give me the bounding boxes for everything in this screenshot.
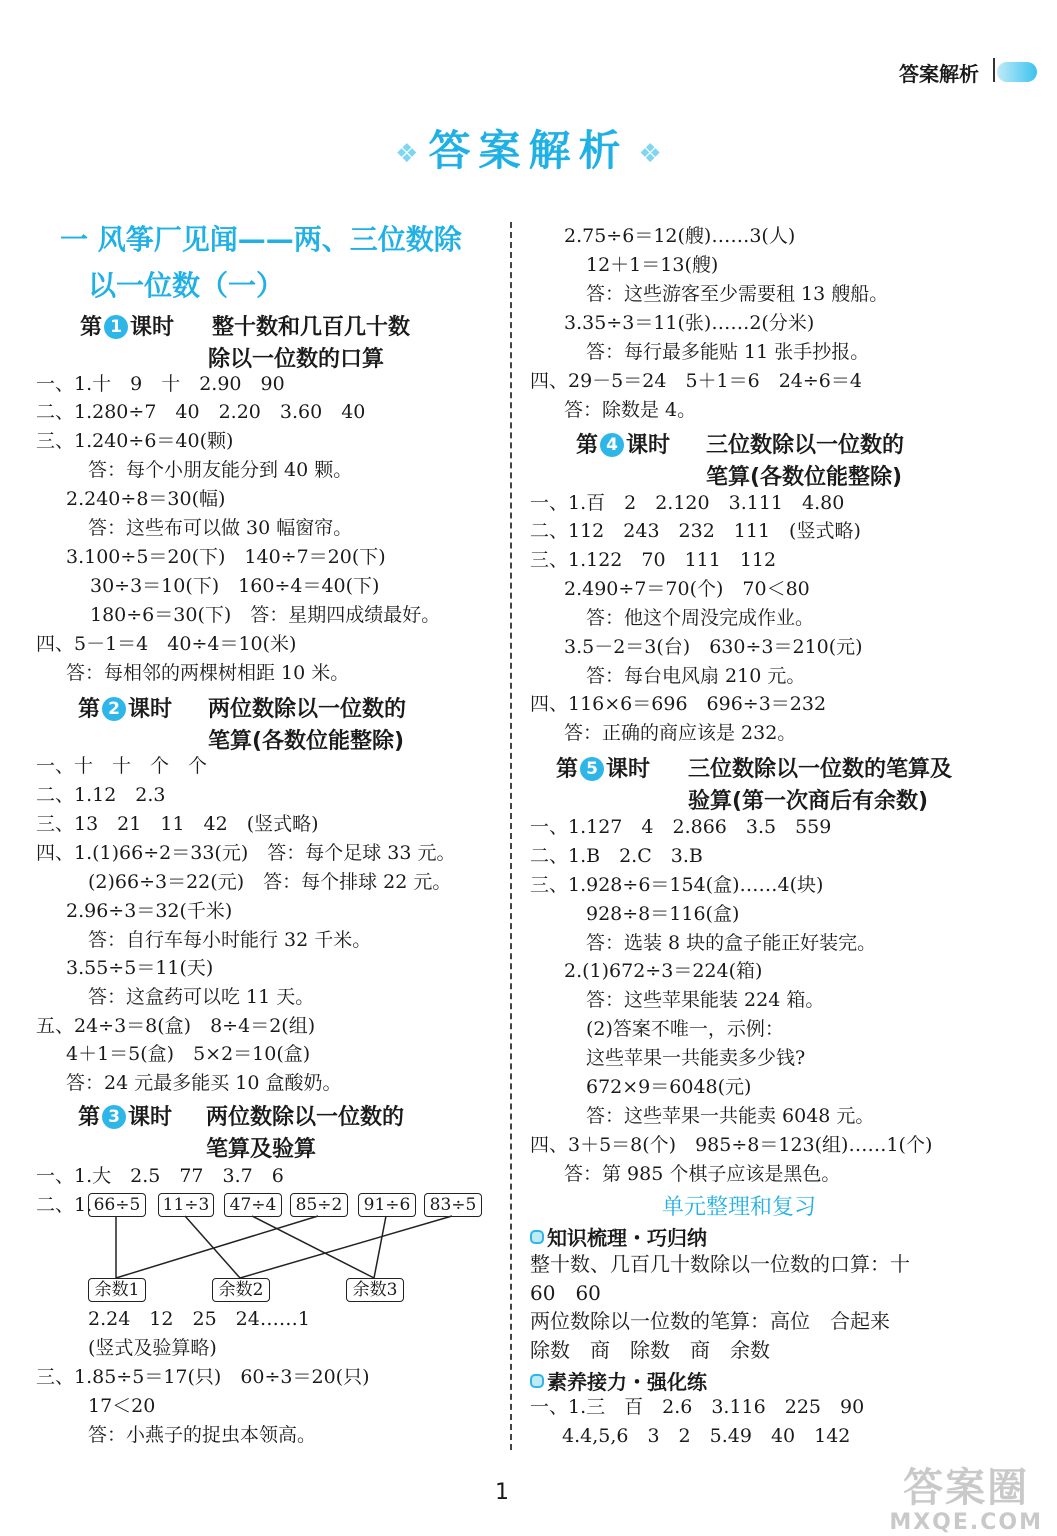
answer-line: 答：小燕子的捉虫本领高。 (88, 1424, 317, 1446)
lesson-prefix: 第 (556, 757, 579, 782)
match-dividend-box: 11÷3 (158, 1193, 214, 1217)
answer-line: 四、5－1＝4 40÷4＝10(米) (36, 633, 297, 655)
lesson-5-title-1: 三位数除以一位数的笔算及 (688, 757, 953, 782)
answer-line: 答：这些布可以做 30 幅窗帘。 (88, 517, 353, 539)
header-divider (993, 58, 995, 82)
header-pill-icon (997, 62, 1037, 82)
answer-line: 三、1.928÷6＝154(盒)……4(块) (530, 874, 824, 896)
answer-line: 4.4,5,6 3 2 5.49 40 142 (562, 1425, 851, 1447)
answer-line: 三、1.122 70 111 112 (530, 549, 777, 571)
bullet-icon (530, 1230, 544, 1244)
diamond-icon: ❖ (638, 138, 662, 169)
watermark-line1: 答案圈 (903, 1465, 1030, 1511)
match-remainder-box: 余数3 (346, 1278, 404, 1302)
lesson-4-title-2: 笔算(各数位能整除) (706, 465, 903, 490)
match-dividend-box: 83÷5 (424, 1193, 482, 1217)
page-number: 1 (495, 1480, 509, 1505)
answer-line: 3.5－2＝3(台) 630÷3＝210(元) (564, 636, 863, 658)
lesson-suffix: 课时 (130, 315, 175, 340)
answer-line: 答：正确的商应该是 232。 (564, 722, 797, 744)
answer-line: 180÷6＝30(下) 答：星期四成绩最好。 (90, 604, 441, 626)
answer-line: 一、1.127 4 2.866 3.5 559 (530, 816, 832, 838)
answer-line: 三、13 21 11 42 (竖式略) (36, 813, 319, 835)
answer-line: 两位数除以一位数的笔算：高位 合起来 (530, 1309, 890, 1333)
answer-line: 30÷3＝10(下) 160÷4＝40(下) (90, 575, 380, 597)
review-section-2 (530, 1366, 707, 1395)
answer-line: 一、十 十 个 个 (36, 755, 208, 777)
answer-line: 答：除数是 4。 (564, 399, 697, 421)
lesson-number-badge: 3 (102, 1105, 126, 1129)
lesson-suffix: 课时 (128, 1105, 173, 1130)
review-section-2-label: 素养接力・强化练 (547, 1370, 707, 1394)
answer-line: 答：这盒药可以吃 11 天。 (88, 986, 315, 1008)
answer-line: 四、1.(1)66÷2＝33(元) 答：每个足球 33 元。 (36, 842, 456, 864)
lesson-number-badge: 2 (102, 697, 126, 721)
lesson-prefix: 第 (78, 1105, 101, 1130)
review-title: 单元整理和复习 (662, 1195, 817, 1220)
answer-line: 一、1.大 2.5 77 3.7 6 (36, 1165, 284, 1187)
header-label: 答案解析 (899, 62, 979, 86)
review-section-1 (530, 1222, 707, 1251)
unit-title-line1: 一 风筝厂见闻——两、三位数除 (60, 223, 462, 256)
answer-line: 四、116×6＝696 696÷3＝232 (530, 693, 827, 715)
answer-line: (2)66÷3＝22(元) 答：每个排球 22 元。 (88, 871, 452, 893)
match-dividend-box: 47÷4 (224, 1193, 282, 1217)
unit-title-line2: 以一位数（一） (88, 269, 285, 302)
answer-line: 2.490÷7＝70(个) 70＜80 (564, 578, 810, 600)
answer-line: 3.35÷3＝11(张)……2(分米) (564, 312, 815, 334)
answer-line: 答：每台电风扇 210 元。 (586, 665, 806, 687)
answer-line: 2.75÷6＝12(艘)……3(人) (564, 225, 796, 247)
answer-line: 答：这些游客至少需要租 13 艘船。 (586, 283, 889, 305)
answer-line: 一、1.十 9 十 2.90 90 (36, 373, 285, 395)
answer-line: 答：他这个周没完成作业。 (586, 607, 815, 629)
answer-line: 四、29－5＝24 5＋1＝6 24÷6＝4 (530, 370, 862, 392)
match-remainder-box: 余数2 (212, 1278, 270, 1302)
answer-line: (竖式及验算略) (88, 1337, 217, 1359)
match-remainder-box: 余数1 (88, 1278, 146, 1302)
answer-line: 3.55÷5＝11(天) (66, 957, 214, 979)
answer-line: 2.96÷3＝32(千米) (66, 900, 233, 922)
lesson-prefix: 第 (80, 315, 103, 340)
lesson-prefix: 第 (576, 433, 599, 458)
answer-line: 这些苹果一共能卖多少钱? (586, 1047, 806, 1069)
answer-line: 三、1.85÷5＝17(只) 60÷3＝20(只) (36, 1366, 370, 1388)
lesson-4-title-1: 三位数除以一位数的 (706, 433, 905, 458)
answer-line: 4＋1＝5(盒) 5×2＝10(盒) (66, 1043, 311, 1065)
lesson-suffix: 课时 (128, 697, 173, 722)
answer-line: 2.24 12 25 24……1 (88, 1308, 310, 1330)
lesson-4-heading (576, 428, 670, 459)
answer-line: 除数 商 除数 商 余数 (530, 1338, 770, 1362)
answer-line: 二、1.12 2.3 (36, 784, 166, 806)
lesson-number-badge: 5 (580, 757, 604, 781)
answer-line: 四、3＋5＝8(个) 985÷8＝123(组)……1(个) (530, 1134, 933, 1156)
answer-line: 928÷8＝116(盒) (586, 903, 740, 925)
answer-line: 答：每行最多能贴 11 张手抄报。 (586, 341, 870, 363)
answer-line: 五、24÷3＝8(盒) 8÷4＝2(组) (36, 1015, 316, 1037)
lesson-suffix: 课时 (606, 757, 651, 782)
diamond-icon: ❖ (395, 138, 419, 169)
lesson-3-title-1: 两位数除以一位数的 (206, 1105, 405, 1130)
answer-line: 答：每个小朋友能分到 40 颗。 (88, 459, 353, 481)
answer-line: 二、1.280÷7 40 2.20 3.60 40 (36, 401, 366, 423)
answer-line: 答：自行车每小时能行 32 千米。 (88, 929, 372, 951)
lesson-1-title-2: 除以一位数的口算 (208, 347, 385, 372)
lesson-number-badge: 4 (600, 433, 624, 457)
answer-line: 答：这些苹果能装 224 箱。 (586, 989, 825, 1011)
answer-line: 答：每相邻的两棵树相距 10 米。 (66, 662, 350, 684)
lesson-5-heading (556, 752, 650, 783)
answer-line: 2.240÷8＝30(幅) (66, 488, 226, 510)
watermark-line2: MXQE.COM (889, 1510, 1043, 1535)
answer-line: 二、1.B 2.C 3.B (530, 845, 703, 867)
match-dividend-box: 91÷6 (358, 1193, 416, 1217)
answer-line: 答：选装 8 块的盒子能正好装完。 (586, 932, 877, 954)
answer-line: 二、1. (36, 1194, 93, 1216)
answer-line: (2)答案不唯一，示例： (586, 1018, 784, 1040)
answer-line: 整十数、几百几十数除以一位数的口算：十 (530, 1252, 910, 1276)
answer-line: 一、1.三 百 2.6 3.116 225 90 (530, 1396, 865, 1418)
lesson-suffix: 课时 (626, 433, 671, 458)
answer-line: 二、112 243 232 111 (竖式略) (530, 520, 861, 542)
answer-line: 3.100÷5＝20(下) 140÷7＝20(下) (66, 546, 386, 568)
watermark (889, 1466, 1043, 1536)
lesson-2-title-2: 笔算(各数位能整除) (208, 729, 405, 754)
answer-line: 2.(1)672÷3＝224(箱) (564, 960, 763, 982)
lesson-2-title-1: 两位数除以一位数的 (208, 697, 407, 722)
answer-line: 60 60 (530, 1281, 601, 1305)
answer-line: 17＜20 (88, 1395, 156, 1417)
answer-line: 一、1.百 2 2.120 3.111 4.80 (530, 492, 845, 514)
bullet-icon (530, 1374, 544, 1388)
answer-line: 672×9＝6048(元) (586, 1076, 752, 1098)
answer-line: 12＋1＝13(艘) (586, 254, 719, 276)
answer-line: 答：第 985 个棋子应该是黑色。 (564, 1163, 841, 1185)
lesson-number-badge: 1 (104, 315, 128, 339)
answer-line: 三、1.240÷6＝40(颗) (36, 430, 234, 452)
lesson-1-title-1: 整十数和几百几十数 (212, 315, 411, 340)
answer-line: 答：24 元最多能买 10 盒酸奶。 (66, 1072, 342, 1094)
match-dividend-box: 66÷5 (88, 1193, 146, 1217)
lesson-prefix: 第 (78, 697, 101, 722)
review-section-1-label: 知识梳理・巧归纳 (547, 1226, 707, 1250)
match-dividend-box: 85÷2 (290, 1193, 348, 1217)
page-title-text: 答案解析 (428, 126, 629, 175)
lesson-3-title-2: 笔算及验算 (206, 1137, 317, 1162)
answer-line: 答：这些苹果一共能卖 6048 元。 (586, 1105, 875, 1127)
lesson-5-title-2: 验算(第一次商后有余数) (688, 789, 929, 814)
matching-lines (0, 0, 520, 1320)
